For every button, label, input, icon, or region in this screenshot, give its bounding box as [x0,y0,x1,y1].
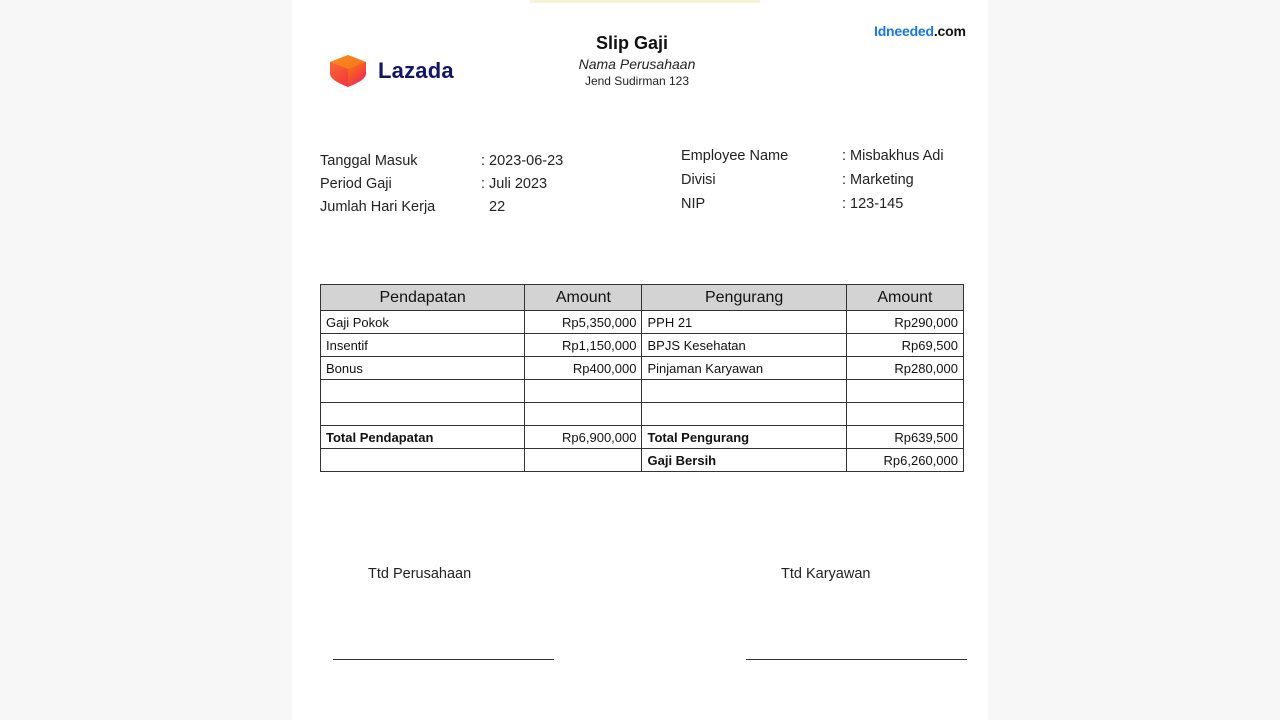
info-row-workdays [320,196,620,219]
table-row [321,357,964,380]
income-amount: Rp400,000 [525,357,642,380]
deduction-amount: Rp69,500 [846,334,963,357]
total-row [321,426,964,449]
employee-info [681,144,971,216]
total-income-amount: Rp6,900,000 [525,426,642,449]
deduction-item: Pinjaman Karyawan [642,357,846,380]
income-amount [525,380,642,403]
table-row [321,311,964,334]
deduction-amount: Rp290,000 [846,311,963,334]
net-salary-row [321,449,964,472]
employee-signature-label: Ttd Karyawan [781,566,871,582]
employment-info [320,150,620,219]
total-deduction-label: Total Pengurang [642,426,846,449]
company-address: Jend Sudirman 123 [584,74,690,88]
info-label: NIP [681,196,706,212]
salary-table [320,284,964,472]
info-row-nip [681,192,971,216]
deduction-item [642,403,846,426]
employee-signature-line [746,659,967,660]
lazada-heart-icon [328,54,368,88]
income-item: Bonus [321,357,525,380]
info-label: Tanggal Masuk [320,153,418,169]
income-item [321,380,525,403]
income-amount: Rp1,150,000 [525,334,642,357]
info-value: : Juli 2023 [481,176,548,192]
info-row-employee-name [681,144,971,168]
deduction-item: PPH 21 [642,311,846,334]
net-salary-amount: Rp6,260,000 [846,449,963,472]
top-highlight [530,0,760,3]
header-income-amount: Amount [525,285,642,311]
info-value: 22 [481,199,506,215]
company-name: Nama Perusahaan [578,56,696,72]
info-row-join-date [320,150,620,173]
deduction-amount: Rp280,000 [846,357,963,380]
total-deduction-amount: Rp639,500 [846,426,963,449]
net-empty-cell [525,449,642,472]
income-amount: Rp5,350,000 [525,311,642,334]
total-income-label: Total Pendapatan [321,426,525,449]
header-deduction: Pengurang [642,285,846,311]
logo-wordmark: Lazada [378,58,454,83]
info-label: Employee Name [681,148,789,164]
table-row-empty [321,380,964,403]
deduction-item: BPJS Kesehatan [642,334,846,357]
info-row-division [681,168,971,192]
table-row [321,334,964,357]
info-value: : Marketing [842,172,914,188]
header-deduction-amount: Amount [846,285,963,311]
info-value: : Misbakhus Adi [842,148,944,164]
deduction-amount [846,380,963,403]
company-signature-line [333,659,554,660]
info-value: : 2023-06-23 [481,153,564,169]
info-label: Jumlah Hari Kerja [320,199,436,215]
header-income: Pendapatan [321,285,525,311]
info-label: Period Gaji [320,176,392,192]
watermark [874,23,966,39]
document-title: Slip Gaji [595,33,669,53]
income-item: Gaji Pokok [321,311,525,334]
table-header-row [321,285,964,311]
income-amount [525,403,642,426]
watermark-name: Idneeded [874,23,934,39]
net-salary-label: Gaji Bersih [642,449,846,472]
deduction-item [642,380,846,403]
info-label: Divisi [681,172,716,188]
info-row-period [320,173,620,196]
table-row-empty [321,403,964,426]
watermark-domain: .com [933,23,966,39]
company-signature-label: Ttd Perusahaan [368,566,472,582]
net-empty-cell [321,449,525,472]
company-logo [328,54,454,88]
deduction-amount [846,403,963,426]
info-value: : 123-145 [842,196,904,212]
income-item: Insentif [321,334,525,357]
income-item [321,403,525,426]
